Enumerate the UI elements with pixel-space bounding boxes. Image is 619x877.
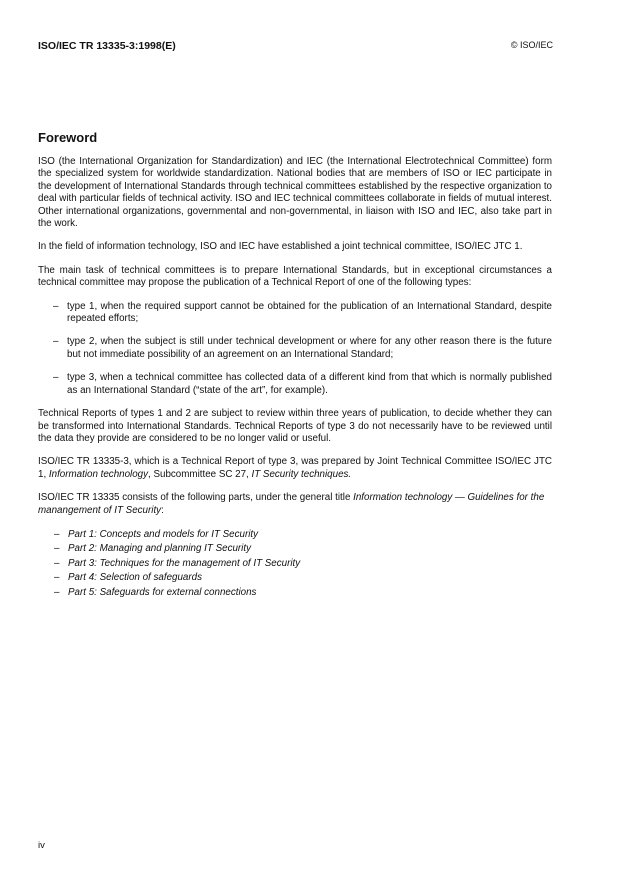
list-item-text: type 3, when a technical committee has collected data of a different kind from that which is normally published as an International Standard (“state of the art”, for example). xyxy=(67,372,552,396)
text-run: ISO/IEC TR 13335 consists of the following parts, under the general title xyxy=(38,492,354,504)
list-item xyxy=(38,528,552,542)
dash-bullet: – xyxy=(53,336,59,348)
list-item-text: Part 2: Managing and planning IT Security xyxy=(68,543,251,555)
list-item xyxy=(38,336,552,361)
paragraph-preparation xyxy=(38,456,552,481)
report-types-list xyxy=(38,301,552,397)
document-id: ISO/IEC TR 13335-3:1998(E) xyxy=(38,40,176,52)
list-item-text: Part 4: Selection of safeguards xyxy=(68,572,202,584)
text-run: ISO/IEC TR 13335-3, which is a Technical Report of type 3, was prepared by Joint Technical Committee ISO/IEC JTC 1, xyxy=(38,456,552,480)
italic-run: IT Security techniques. xyxy=(251,468,352,480)
paragraph-jtc1: In the field of information technology, ISO and IEC have established a joint technical committee, ISO/IEC JTC 1. xyxy=(38,241,523,253)
copyright-notice: © ISO/IEC xyxy=(510,40,553,50)
dash-bullet: – xyxy=(54,572,60,584)
page-number: iv xyxy=(38,840,45,851)
text-run: , Subcommittee SC 27, xyxy=(148,468,252,480)
list-item xyxy=(38,372,552,397)
list-item-text: type 2, when the subject is still under technical development or where for any other reason there is the future but not immediate possibility of an agreement on an International Standard; xyxy=(67,336,552,360)
list-item-text: Part 5: Safeguards for external connections xyxy=(68,586,257,598)
page-title: Foreword xyxy=(38,130,98,145)
list-item-text: type 1, when the required support cannot be obtained for the publication of an International Standard, despite repeated efforts; xyxy=(67,300,552,325)
dash-bullet: – xyxy=(53,372,59,384)
dash-bullet: – xyxy=(53,300,59,312)
list-item xyxy=(38,586,552,600)
list-item xyxy=(38,557,552,571)
parts-list xyxy=(38,528,552,600)
dash-bullet: – xyxy=(54,543,60,555)
dash-bullet: – xyxy=(54,528,60,540)
list-item-text: Part 3: Techniques for the management of IT Security xyxy=(68,557,301,569)
list-item xyxy=(38,301,552,326)
italic-run: Information technology — Guidelines for the manangement of IT Security xyxy=(38,492,545,516)
list-item-text: Part 1: Concepts and models for IT Security xyxy=(68,528,259,540)
list-item xyxy=(38,571,552,585)
italic-run: Information technology xyxy=(48,468,149,480)
dash-bullet: – xyxy=(54,586,60,598)
paragraph-parts-intro xyxy=(38,492,552,517)
paragraph-main-task: The main task of technical committees is to prepare International Standards, but in exceptional circumstances a technical committee may propose the publication of a Technical Report of one of the following types: xyxy=(38,264,552,289)
list-item xyxy=(38,542,552,556)
text-run: : xyxy=(161,504,164,516)
paragraph-intro: ISO (the International Organization for Standardization) and IEC (the International Electrotechnical Committee) form the specialized system for worldwide standardization. National bodies that are members of ISO or IEC participate in the development of International Standards through technical committees established by the respective organization to deal with particular fields of technical activity. ISO and IEC technical committees collaborate in fields of mutual interest. Other international organizations, governmental and non-governmental, in liaison with ISO and IEC, also take part in the work. xyxy=(38,156,552,230)
dash-bullet: – xyxy=(54,557,60,569)
foreword-body xyxy=(38,156,552,600)
paragraph-review: Technical Reports of types 1 and 2 are subject to review within three years of publication, to decide whether they can be transformed into International Standards. Technical Reports of type 3 do not necessarily have to be reviewed until the data they provide are considered to be no longer valid or useful. xyxy=(38,408,552,444)
